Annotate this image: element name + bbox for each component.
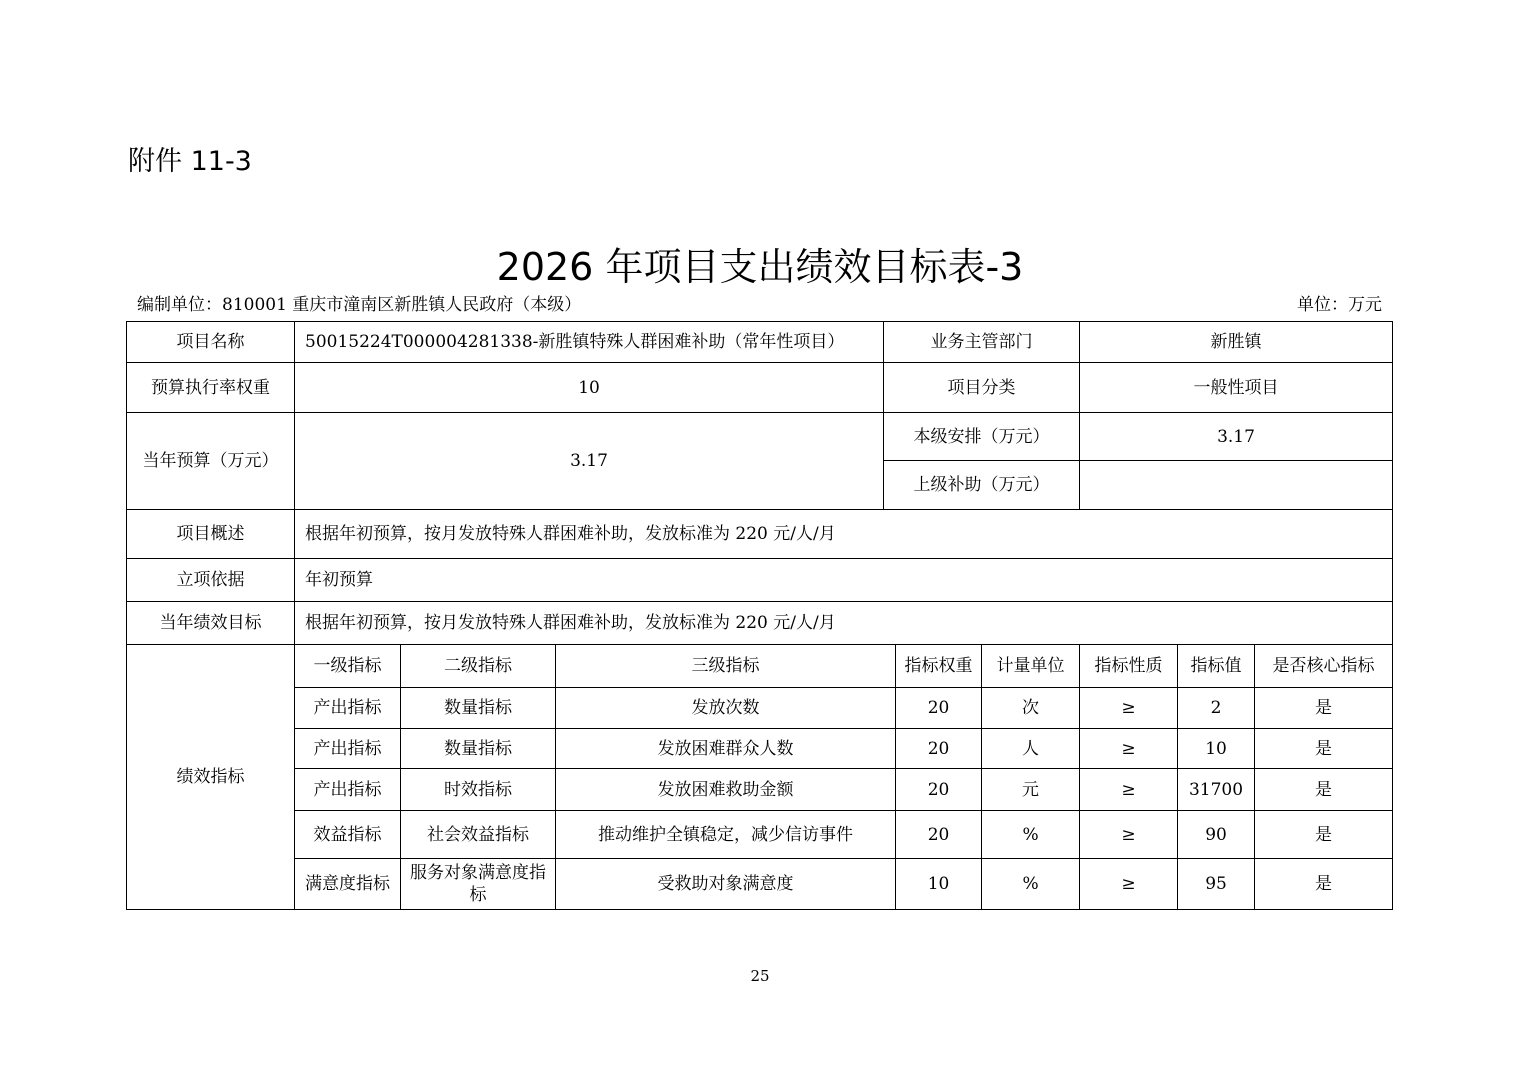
indicator-row — [127, 688, 1393, 729]
unit-cell: % — [982, 811, 1080, 859]
page-number: 25 — [750, 967, 770, 985]
budget-label: 当年预算（万元） — [127, 413, 295, 510]
unit-cell: 人 — [982, 729, 1080, 769]
value-cell: 2 — [1178, 688, 1255, 729]
indicators-section-label: 绩效指标 — [127, 645, 295, 910]
core-cell: 是 — [1255, 688, 1393, 729]
category-label: 项目分类 — [884, 363, 1080, 413]
nature-cell: ≥ — [1080, 811, 1178, 859]
table-row — [127, 559, 1393, 602]
column-header: 二级指标 — [401, 645, 556, 688]
core-cell: 是 — [1255, 729, 1393, 769]
unit-cell: % — [982, 859, 1080, 910]
table-row — [127, 413, 1393, 461]
budget-value: 3.17 — [295, 413, 884, 510]
level1-cell: 产出指标 — [295, 688, 401, 729]
basis-value: 年初预算 — [295, 559, 1393, 602]
value-cell: 31700 — [1178, 769, 1255, 811]
level3-cell: 发放困难救助金额 — [556, 769, 896, 811]
indicator-row — [127, 729, 1393, 769]
table-row — [127, 322, 1393, 363]
weight-cell: 20 — [896, 688, 982, 729]
core-cell: 是 — [1255, 769, 1393, 811]
weight-label: 预算执行率权重 — [127, 363, 295, 413]
dept-label: 业务主管部门 — [884, 322, 1080, 363]
dept-value: 新胜镇 — [1080, 322, 1393, 363]
table-row — [127, 363, 1393, 413]
level3-cell: 受救助对象满意度 — [556, 859, 896, 910]
weight-value: 10 — [295, 363, 884, 413]
column-header: 三级指标 — [556, 645, 896, 688]
upper-value — [1080, 461, 1393, 510]
meta-line — [137, 292, 1382, 318]
weight-cell: 20 — [896, 811, 982, 859]
table-row — [127, 602, 1393, 645]
column-header: 指标性质 — [1080, 645, 1178, 688]
nature-cell: ≥ — [1080, 688, 1178, 729]
compiling-unit: 编制单位：810001 重庆市潼南区新胜镇人民政府（本级） — [137, 295, 582, 315]
unit-cell: 元 — [982, 769, 1080, 811]
column-header: 是否核心指标 — [1255, 645, 1393, 688]
level2-cell: 数量指标 — [401, 729, 556, 769]
performance-table — [126, 321, 1393, 910]
level1-cell: 产出指标 — [295, 769, 401, 811]
value-cell: 90 — [1178, 811, 1255, 859]
level3-cell: 推动维护全镇稳定，减少信访事件 — [556, 811, 896, 859]
level2-cell: 社会效益指标 — [401, 811, 556, 859]
column-header: 指标值 — [1178, 645, 1255, 688]
indicator-row — [127, 859, 1393, 910]
column-header: 一级指标 — [295, 645, 401, 688]
local-label: 本级安排（万元） — [884, 413, 1080, 461]
level2-cell: 服务对象满意度指标 — [401, 859, 556, 910]
unit-cell: 次 — [982, 688, 1080, 729]
upper-label: 上级补助（万元） — [884, 461, 1080, 510]
level3-cell: 发放困难群众人数 — [556, 729, 896, 769]
value-cell: 95 — [1178, 859, 1255, 910]
indicator-row — [127, 769, 1393, 811]
category-value: 一般性项目 — [1080, 363, 1393, 413]
level1-cell: 产出指标 — [295, 729, 401, 769]
attachment-label: 附件 11-3 — [128, 146, 252, 177]
level1-cell: 效益指标 — [295, 811, 401, 859]
goal-value: 根据年初预算，按月发放特殊人群困难补助，发放标准为 220 元/人/月 — [295, 602, 1393, 645]
project-name-value: 50015224T000004281338-新胜镇特殊人群困难补助（常年性项目） — [295, 322, 884, 363]
basis-label: 立项依据 — [127, 559, 295, 602]
nature-cell: ≥ — [1080, 769, 1178, 811]
nature-cell: ≥ — [1080, 729, 1178, 769]
level2-cell: 数量指标 — [401, 688, 556, 729]
level1-cell: 满意度指标 — [295, 859, 401, 910]
table-row — [127, 510, 1393, 559]
goal-label: 当年绩效目标 — [127, 602, 295, 645]
column-header: 计量单位 — [982, 645, 1080, 688]
nature-cell: ≥ — [1080, 859, 1178, 910]
level2-cell: 时效指标 — [401, 769, 556, 811]
overview-value: 根据年初预算，按月发放特殊人群困难补助，发放标准为 220 元/人/月 — [295, 510, 1393, 559]
page-title: 2026 年项目支出绩效目标表-3 — [496, 245, 1024, 289]
value-cell: 10 — [1178, 729, 1255, 769]
weight-cell: 20 — [896, 729, 982, 769]
overview-label: 项目概述 — [127, 510, 295, 559]
column-header: 指标权重 — [896, 645, 982, 688]
project-name-label: 项目名称 — [127, 322, 295, 363]
weight-cell: 10 — [896, 859, 982, 910]
core-cell: 是 — [1255, 811, 1393, 859]
weight-cell: 20 — [896, 769, 982, 811]
level3-cell: 发放次数 — [556, 688, 896, 729]
core-cell: 是 — [1255, 859, 1393, 910]
local-value: 3.17 — [1080, 413, 1393, 461]
money-unit: 单位：万元 — [1297, 295, 1382, 315]
indicator-row — [127, 811, 1393, 859]
indicator-header-row — [127, 645, 1393, 688]
